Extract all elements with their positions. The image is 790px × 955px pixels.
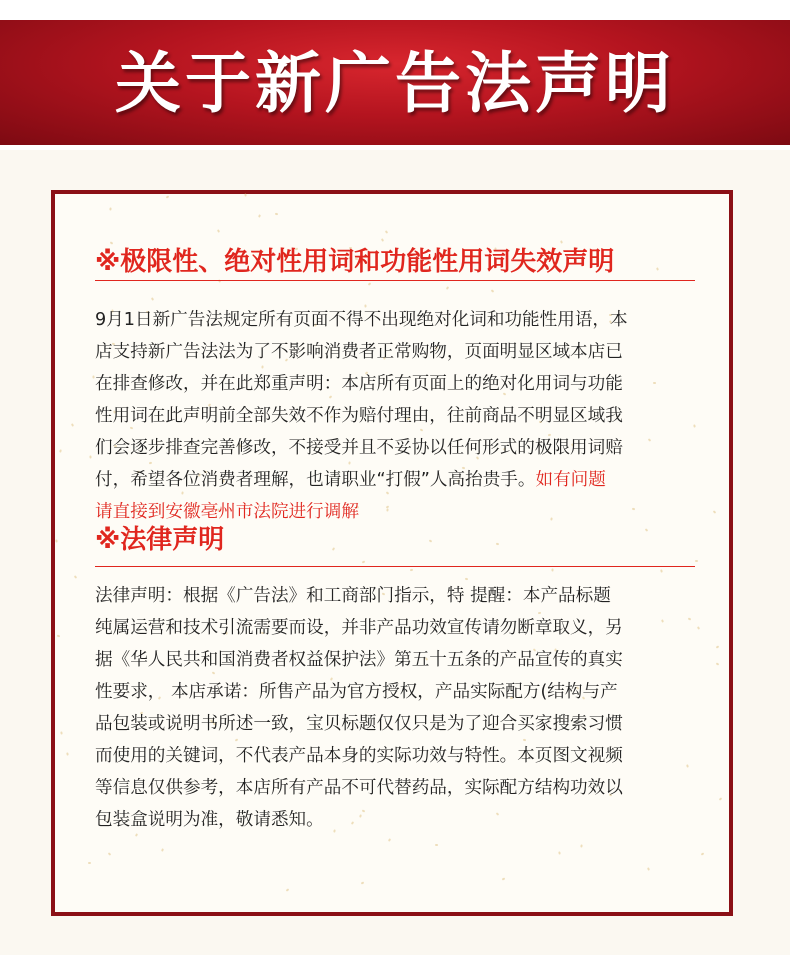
speckle (719, 797, 723, 801)
speckle (701, 852, 705, 855)
speckle (258, 214, 261, 217)
speckle (244, 193, 246, 196)
speckle (109, 207, 111, 210)
speckle (388, 838, 391, 842)
section-divider (95, 280, 695, 281)
body-line: 性用词在此声明前全部失效不作为赔付理由，往前商品不明显区域我 (95, 406, 623, 426)
section-body-invalid-words (95, 304, 695, 528)
body-line: 而使用的关键词，不代表产品本身的实际功效与特性。本页图文视频 (95, 746, 623, 766)
speckle (332, 547, 335, 551)
header-banner (0, 0, 790, 150)
body-line (95, 464, 695, 496)
speckle (60, 731, 62, 734)
speckle (656, 267, 659, 270)
body-line: 法律声明：根据《广告法》和工商部门指示，特 提醒：本产品标题 (95, 586, 611, 606)
body-line: 等信息仅供参考，本店所有产品不可代替药品，实际配方结构功效以 (95, 778, 623, 798)
body-line: 包装盒说明为准，敬请悉知。 (95, 810, 324, 830)
speckle (713, 510, 717, 513)
speckle (385, 230, 388, 234)
body-line: 在排查修改，并在此郑重声明：本店所有页面上的绝对化用词与功能 (95, 374, 623, 394)
speckle (161, 848, 164, 852)
body-line: 店支持新广告法法为了不影响消费者正常购物，页面明显区域本店已 (95, 342, 623, 362)
speckle (361, 882, 365, 885)
speckle (716, 662, 720, 665)
speckle (55, 539, 57, 542)
speckle (716, 645, 720, 648)
speckle (57, 635, 60, 638)
speckle (88, 862, 91, 864)
section-heading-invalid-words: ※极限性、绝对性用词和功能性用词失效声明 (95, 247, 615, 277)
body-text: 付，希望各位消费者理解，也请职业“打假”人高抬贵手。 (95, 470, 536, 490)
speckle (435, 844, 438, 846)
speckle (368, 282, 372, 285)
speckle (645, 528, 649, 531)
speckle (647, 867, 650, 871)
body-line: 性要求， 本店承诺：所售产品为官方授权，产品实际配方(结构与产 (95, 682, 618, 702)
body-line: 纯属运营和技术引流需要而设，并非产品功效宣传请勿断章取义，另 (95, 618, 623, 638)
speckle (71, 423, 74, 427)
speckle (502, 877, 506, 880)
section-divider (95, 566, 695, 567)
speckle (286, 888, 290, 891)
speckle (697, 626, 700, 630)
body-line: 9月1日新广告法规定所有页面不得不出现绝对化词和功能性用语，本 (95, 310, 628, 330)
speckle (446, 286, 449, 290)
speckle (429, 539, 433, 542)
page-title: 关于新广告法声明 (115, 45, 675, 122)
speckle (362, 561, 366, 564)
speckle (217, 229, 220, 233)
body-line: 品包装或说明书所述一致，宝贝标题仅仅只是为了迎合买家搜索习惯 (95, 714, 623, 734)
contact-note: 请直接到安徽亳州市法院进行调解 (95, 502, 359, 522)
contact-note: 如有问题 (535, 470, 606, 490)
speckle (660, 569, 663, 572)
speckle (166, 195, 170, 198)
speckle (275, 213, 278, 215)
speckle (151, 297, 154, 301)
speckle (89, 455, 91, 458)
speckle (558, 851, 560, 854)
speckle (108, 852, 112, 855)
notice-card (51, 190, 733, 916)
body-line: 据《华人民共和国消费者权益保护法》第五十五条的产品宣传的真实 (95, 650, 623, 670)
body-line: 们会逐步排查完善修改，不接受并且不妥协以任何形式的极限用词赔 (95, 438, 623, 458)
speckle (59, 449, 62, 452)
speckle (496, 543, 499, 546)
speckle (580, 844, 582, 847)
speckle (551, 568, 553, 571)
speckle (74, 575, 77, 579)
speckle (410, 569, 413, 572)
section-heading-legal: ※法律声明 (95, 525, 225, 555)
section-body-legal (95, 580, 695, 836)
speckle (66, 752, 69, 755)
speckle (695, 560, 698, 562)
speckle (381, 238, 384, 242)
speckle (491, 289, 495, 292)
